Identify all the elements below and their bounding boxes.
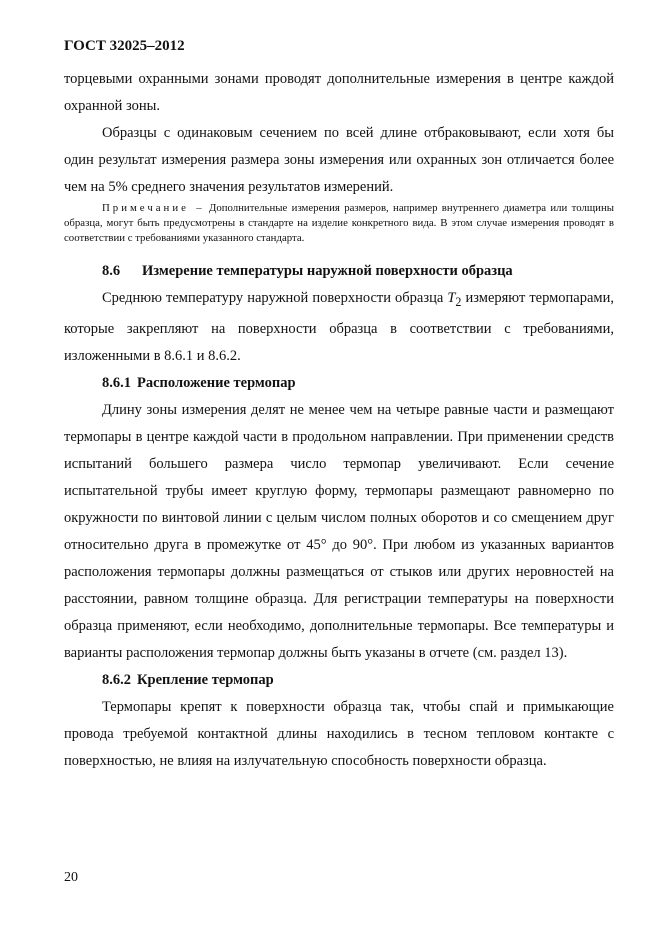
- paragraph-continuation: торцевыми охранными зонами проводят дополнительные измерения в центре каждой охранной зоны.: [64, 71, 614, 114]
- document-header: ГОСТ 32025–2012: [64, 38, 185, 54]
- section-heading-8-6-1: [64, 370, 614, 397]
- section-heading-8-6: [64, 258, 614, 285]
- section-number: 8.6: [102, 263, 121, 279]
- subsection-number: 8.6.1: [102, 374, 131, 391]
- note: [64, 201, 614, 246]
- temperature-symbol: T: [447, 290, 456, 306]
- text-before-symbol: Среднюю температуру наружной поверхности образца: [102, 290, 444, 306]
- subsection-title: Расположение термопар: [137, 374, 296, 391]
- temperature-subscript: 2: [455, 294, 462, 309]
- section-title: Измерение температуры наружной поверхности образца: [142, 263, 513, 279]
- text-after-symbol: измеряют термопарами, которые закрепляют на поверхности образца в соответствии с требованиями, изложенными в 8.6.1 и 8.6.2.: [64, 290, 614, 364]
- page-number: 20: [64, 870, 78, 885]
- document-body: [64, 66, 614, 775]
- paragraph-rejection: Образцы с одинаковым сечением по всей длине отбраковывают, если хотя бы один результат измерения размера зоны измерения или охранных зон отличается более чем на 5% среднего значения результатов измерений.: [64, 125, 614, 195]
- paragraph-8-6-2: Термопары крепят к поверхности образца так, чтобы спай и примыкающие провода требуемой контактной длины находились в тесном тепловом контакте с поверхностью, не влияя на излучательную способность поверхности образца.: [64, 698, 614, 769]
- subsection-title: Крепление термопар: [137, 671, 274, 688]
- paragraph-8-6: [64, 285, 614, 370]
- note-text: Дополнительные измерения размеров, например внутреннего диаметра или толщины образца, могут быть предусмотрены в стандарте на изделие конкретного вида. В этом случае измерения проводят в соответствии с требованиями указанного стандарта.: [64, 202, 614, 244]
- subsection-number: 8.6.2: [102, 671, 131, 688]
- paragraph-8-6-1: Длину зоны измерения делят не менее чем на четыре равные части и размещают термопары в центре каждой части в продольном направлении. При применении средств испытаний большего размера число термопар увеличивают. Если сечение испытательной трубы имеет круглую форму, термопары размещают равномерно по окружности по винтовой линии с целым числом полных оборотов и со смещением друг относительно друга в промежутке от 45° до 90°. При любом из указанных вариантов расположения термопары должны размещаться от стыков или других неровностей на расстоянии, равном толщине образца. Для регистрации температуры на поверхности образца применяют, если необходимо, дополнительные термопары. Все температуры и варианты расположения термопар должны быть указаны в отчете (см. раздел 13).: [64, 401, 614, 661]
- note-label: Примечание –: [102, 202, 205, 214]
- section-heading-8-6-2: [64, 667, 614, 694]
